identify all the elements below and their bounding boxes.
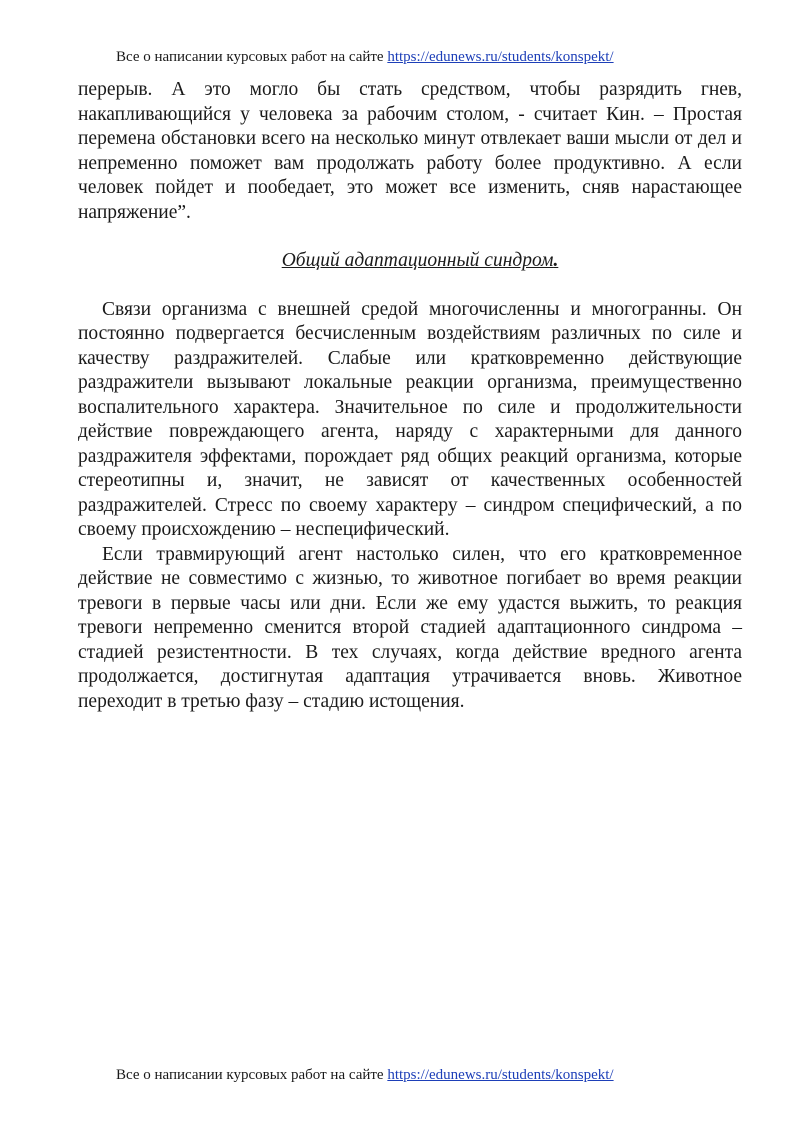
continuation-paragraph: перерыв. А это могло бы стать средством, чтобы разрядить гнев, накапливающийся у человека за рабочим столом, - считает Кин. – Простая перемена обстановки всего на несколько минут отвлекает ваши мысли от дел и непременно поможет вам продолжать работу более продуктивно. А если человек пойдет и пообедает, это может все изменить, сняв нарастающее напряжение”. [78, 79, 742, 223]
header-link[interactable]: https://edunews.ru/students/konspekt/ [387, 49, 614, 65]
paragraph-1: Связи организма с внешней средой многочисленны и многогранны. Он постоянно подвергается бесчисленным воздействиям различных по силе и качеству раздражителей. Слабые или кратковременно действующие раздражители вызывают локальные реакции организма, преимущественно воспалительного характера. Значительное по силе и продолжительности действие повреждающего агента, наряду с характерными для данного раздражителя эффектами, порождает ряд общих реакций организма, которые стереотипны и, значит, не зависят от качественных особенностей раздражителей. Стресс по своему характеру – синдром специфический, а по своему происхождению – неспецифический. [78, 298, 742, 540]
section-heading-text: Общий адаптационный синдром [281, 250, 554, 271]
footer-link[interactable]: https://edunews.ru/students/konspekt/ [387, 1067, 614, 1083]
header-text: Все о написании курсовых работ на сайте [116, 49, 388, 65]
footer-text: Все о написании курсовых работ на сайте [116, 1067, 388, 1083]
document-body [78, 78, 742, 714]
paragraph-2: Если травмирующий агент настолько силен, что его кратковременное действие не совместимо с жизнью, то животное погибает во время реакции тревоги в первые часы или дни. Если же ему удастся выжить, то реакция тревоги непременно сменится второй стадией адаптационного синдрома – стадией резистентности. В тех случаях, когда действие вредного агента продолжается, достигнутая адаптация утрачивается вновь. Животное переходит в третью фазу – стадию истощения. [78, 543, 742, 712]
page-header [116, 48, 780, 66]
section-heading-period: . [553, 250, 559, 271]
section-heading [78, 249, 742, 274]
page-footer [116, 1066, 780, 1084]
